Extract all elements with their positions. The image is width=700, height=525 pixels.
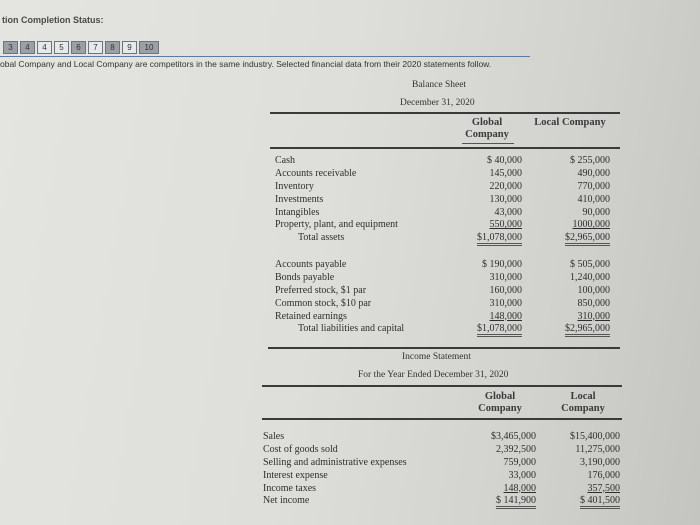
net-income-label: Net income <box>263 495 310 507</box>
question-tab[interactable]: 7 <box>88 41 103 54</box>
balance-header-rule <box>270 112 620 114</box>
total-assets-label: Total assets <box>298 232 345 244</box>
liability-label: Preferred stock, $1 par <box>275 284 367 296</box>
balance-bottom-rule <box>268 347 620 349</box>
header-divider <box>0 56 530 57</box>
income-label: Income taxes <box>263 482 317 494</box>
total-liabilities-global: $1,078,000 <box>477 324 522 337</box>
question-tab[interactable]: 6 <box>71 41 86 54</box>
income-label: Interest expense <box>263 469 328 481</box>
balance-sheet-date: December 31, 2020 <box>400 98 475 108</box>
asset-local-value: 490,000 <box>577 167 610 179</box>
income-local-value: $15,400,000 <box>570 431 620 442</box>
question-tab[interactable]: 4 <box>37 41 52 54</box>
asset-label: Inventory <box>275 180 314 192</box>
asset-global-value: 145,000 <box>489 167 522 179</box>
asset-label: Property, plant, and equipment <box>275 219 398 231</box>
income-global-value: 148,000 <box>503 482 536 494</box>
liabilities-labels <box>275 259 404 336</box>
income-col-local: Local Company <box>561 391 605 414</box>
asset-global-value: 550,000 <box>489 219 522 231</box>
asset-local-value: $ 255,000 <box>570 155 610 166</box>
total-liabilities-local: $2,965,000 <box>565 324 610 337</box>
liabilities-local-values <box>552 259 610 336</box>
question-tab[interactable]: 4 <box>20 41 35 54</box>
total-assets-local: $2,965,000 <box>565 233 610 246</box>
liability-global-value: $ 190,000 <box>482 259 522 270</box>
asset-global-value: 43,000 <box>494 206 522 218</box>
question-tab[interactable]: 3 <box>3 41 18 54</box>
income-header-bottom-rule <box>262 418 622 420</box>
income-local-value: 357,500 <box>587 482 620 494</box>
liability-local-value: 310,000 <box>577 310 610 322</box>
income-local-value: 3,190,000 <box>580 456 620 468</box>
income-global-value: 2,392,500 <box>496 443 536 455</box>
asset-local-value: 770,000 <box>577 180 610 192</box>
asset-global-value: $ 40,000 <box>487 155 522 166</box>
assets-global-values <box>466 155 522 245</box>
global-col-underline <box>462 143 514 144</box>
question-tab[interactable]: 5 <box>54 41 69 54</box>
liability-label: Accounts payable <box>275 259 347 270</box>
asset-global-value: 220,000 <box>489 180 522 192</box>
liability-label: Retained earnings <box>275 310 347 322</box>
income-global-value: $3,465,000 <box>491 431 536 442</box>
income-label: Cost of goods sold <box>263 443 338 455</box>
total-assets-global: $1,078,000 <box>477 233 522 246</box>
asset-global-value: 130,000 <box>489 193 522 205</box>
asset-local-value: 410,000 <box>577 193 610 205</box>
asset-label: Intangibles <box>275 206 320 218</box>
assets-local-values <box>552 155 610 245</box>
income-label: Selling and administrative expenses <box>263 456 407 468</box>
liability-global-value: 310,000 <box>489 297 522 309</box>
question-tab[interactable]: 8 <box>105 41 120 54</box>
income-statement-period: For the Year Ended December 31, 2020 <box>358 370 509 380</box>
asset-local-value: 90,000 <box>582 206 610 218</box>
income-label: Sales <box>263 431 285 442</box>
liability-local-value: $ 505,000 <box>570 259 610 270</box>
problem-intro: obal Company and Local Company are competitors in the same industry. Selected financial data from their 2020 statements follow. <box>0 59 492 69</box>
net-income-global: $ 141,900 <box>496 496 536 509</box>
income-local-value: 11,275,000 <box>575 443 620 455</box>
liability-global-value: 148,000 <box>489 310 522 322</box>
balance-sheet-title: Balance Sheet <box>412 80 467 90</box>
liability-label: Bonds payable <box>275 271 335 283</box>
liability-global-value: 310,000 <box>489 271 522 283</box>
asset-local-value: 1000,000 <box>572 219 610 231</box>
income-header-rule <box>262 385 622 387</box>
total-liabilities-label: Total liabilities and capital <box>298 323 405 335</box>
income-global-value: 33,000 <box>508 469 536 481</box>
liability-local-value: 1,240,000 <box>570 271 610 283</box>
liabilities-global-values <box>466 259 522 336</box>
question-tab[interactable]: 10 <box>139 41 159 54</box>
liability-label: Common stock, $10 par <box>275 297 372 309</box>
balance-col-local: Local Company <box>534 117 606 128</box>
completion-status-label: tion Completion Status: <box>2 15 104 25</box>
liability-local-value: 850,000 <box>577 297 610 309</box>
income-global-values <box>476 431 536 508</box>
liability-local-value: 100,000 <box>577 284 610 296</box>
liability-global-value: 160,000 <box>489 284 522 296</box>
income-labels <box>263 431 407 508</box>
net-income-local: $ 401,500 <box>580 496 620 509</box>
balance-header-bottom-rule <box>270 147 620 149</box>
income-global-value: 759,000 <box>503 456 536 468</box>
assets-labels <box>275 155 398 245</box>
balance-col-global: Global Company <box>465 117 509 140</box>
income-statement-title: Income Statement <box>402 352 471 362</box>
income-col-global: Global Company <box>478 391 522 414</box>
asset-label: Accounts receivable <box>275 167 357 179</box>
asset-label: Investments <box>275 193 324 205</box>
question-tabs[interactable] <box>3 41 159 53</box>
income-local-value: 176,000 <box>587 469 620 481</box>
income-local-values <box>556 431 620 508</box>
question-tab[interactable]: 9 <box>122 41 137 54</box>
asset-label: Cash <box>275 155 295 166</box>
